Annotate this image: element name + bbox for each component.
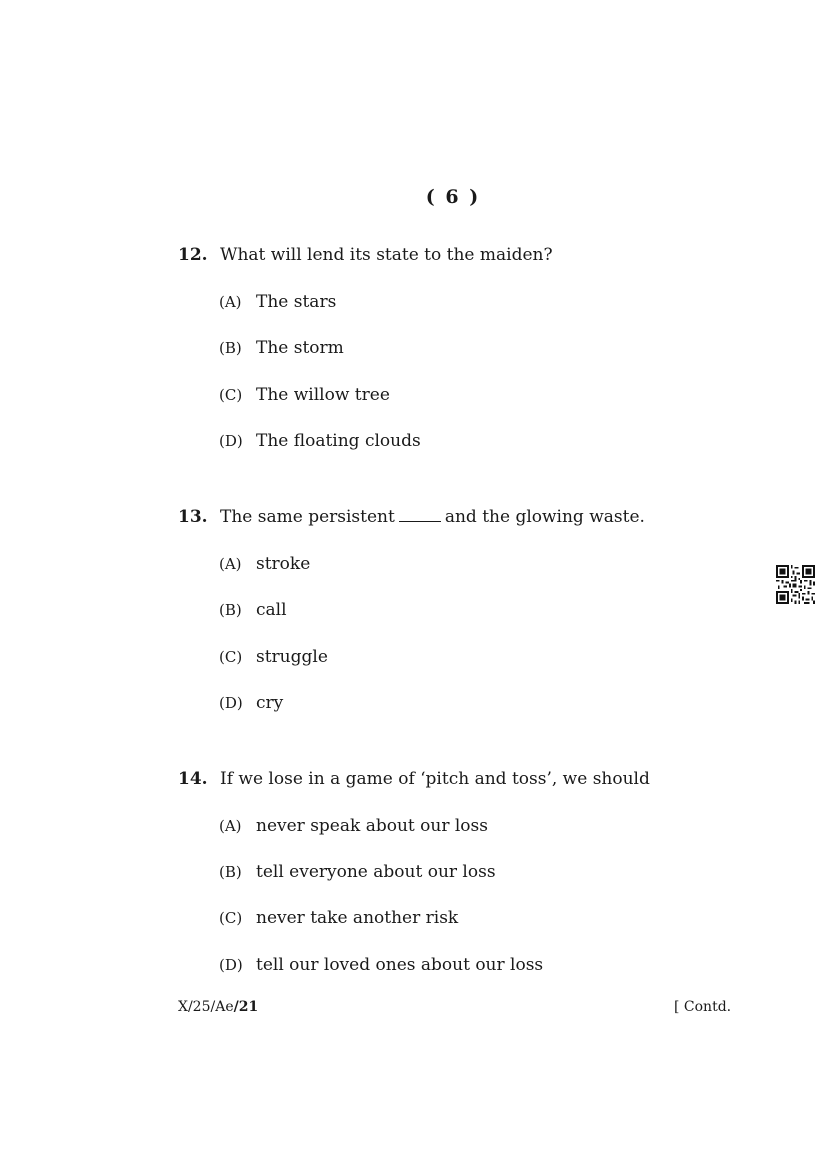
- option-letter: (B): [219, 601, 242, 619]
- option-text: stroke: [256, 554, 311, 574]
- option-text: call: [256, 600, 287, 620]
- option-c[interactable]: [219, 646, 328, 668]
- option-text: The stars: [256, 292, 337, 312]
- option-b[interactable]: [219, 599, 287, 621]
- option-b[interactable]: [219, 337, 344, 359]
- question-text: If we lose in a game of ‘pitch and toss’, we should: [220, 769, 650, 789]
- question-number: 14.: [178, 769, 208, 789]
- option-letter: (B): [219, 339, 242, 357]
- option-letter: (A): [219, 555, 242, 573]
- fill-in-blank: [399, 507, 441, 522]
- option-text: The storm: [256, 338, 344, 358]
- option-letter: (B): [219, 863, 242, 881]
- option-text: never take another risk: [256, 908, 459, 928]
- option-text: The willow tree: [256, 385, 390, 405]
- question-14: [178, 768, 738, 975]
- option-letter: (D): [219, 432, 243, 450]
- option-text: cry: [256, 693, 284, 713]
- option-text: tell our loved ones about our loss: [256, 955, 544, 975]
- option-letter: (A): [219, 293, 242, 311]
- question-text: What will lend its state to the maiden?: [220, 245, 553, 265]
- option-d[interactable]: [219, 692, 283, 714]
- option-letter: (C): [219, 909, 243, 927]
- option-a[interactable]: [219, 291, 336, 313]
- option-c[interactable]: [219, 907, 458, 929]
- question-text-before-blank: The same persistent: [220, 507, 395, 527]
- option-b[interactable]: [219, 861, 496, 883]
- option-d[interactable]: [219, 430, 421, 452]
- option-a[interactable]: [219, 553, 310, 575]
- option-text: struggle: [256, 647, 328, 667]
- option-d[interactable]: [219, 954, 543, 976]
- option-letter: (D): [219, 694, 243, 712]
- page-number: ( 6 ): [425, 186, 481, 208]
- option-text: The floating clouds: [256, 431, 421, 451]
- question-number: 12.: [178, 245, 208, 265]
- option-letter: (C): [219, 386, 243, 404]
- question-number: 13.: [178, 507, 208, 527]
- paper-code-prefix: X/25/Ae: [178, 999, 234, 1015]
- continued-label: [ Contd.: [674, 999, 732, 1015]
- option-text: never speak about our loss: [256, 816, 488, 836]
- question-stem: [178, 506, 738, 528]
- option-letter: (C): [219, 648, 243, 666]
- option-c[interactable]: [219, 384, 390, 406]
- question-13: [178, 506, 738, 713]
- question-text-after-blank: and the glowing waste.: [444, 507, 645, 527]
- paper-code-suffix: /21: [233, 999, 259, 1015]
- question-stem: [178, 768, 738, 790]
- option-letter: (D): [219, 956, 243, 974]
- option-letter: (A): [219, 817, 242, 835]
- qr-code-icon: [776, 565, 815, 604]
- option-a[interactable]: [219, 815, 488, 837]
- option-text: tell everyone about our loss: [256, 862, 496, 882]
- paper-code: [178, 999, 258, 1015]
- question-12: [178, 244, 738, 451]
- question-stem: [178, 244, 738, 266]
